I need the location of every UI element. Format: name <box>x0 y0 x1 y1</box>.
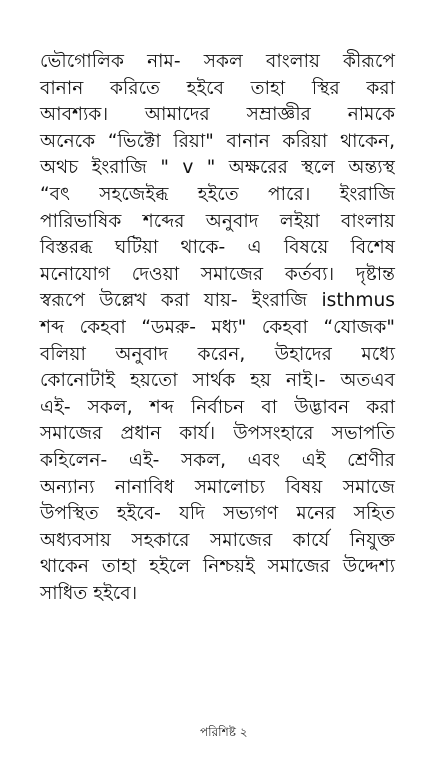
text-line: এই- সকল, শব্দ নির্বাচন বা উদ্ভাবন করা <box>40 396 395 418</box>
text-line: সমাজের প্রধান কার্য। উপসংহারে সভাপতি <box>40 423 395 445</box>
text-line: বানান করিতে হইবে তাহা স্থির করা <box>40 77 395 99</box>
body-text <box>40 49 395 607</box>
text-line: অন্যান্য নানাবিধ সমালোচ্য বিষয় সমাজে <box>40 476 395 498</box>
text-line: অথচ ইংরাজি " v " অক্ষরের স্থলে অন্ত্যস্থ <box>40 157 395 179</box>
text-line: থাকেন তাহা হইলে নিশ্চয়ই সমাজের উদ্দেশ্য <box>40 556 395 578</box>
text-line: অধ্যবসায় সহকারে সমাজের কার্যে নিযুক্ত <box>40 529 395 551</box>
text-line: উপস্থিত হইবে- যদি সভ্যগণ মনের সহিত <box>40 503 395 525</box>
text-line: অনেকে “ভিক্টো রিয়া" বানান করিয়া থাকেন, <box>40 130 395 152</box>
text-line: বলিয়া অনুবাদ করেন, উহাদের মধ্যে <box>40 343 395 365</box>
text-line: শব্দ কেহবা “ডমরু- মধ্য" কেহবা “যোজক" <box>40 316 395 338</box>
text-line: কোনোটাই হয়তো সার্থক হয় নাই।- অতএব <box>40 370 395 392</box>
text-line: বিস্তরব্ধ ঘটিয়া থাকে- এ বিষয়ে বিশেষ <box>40 237 395 259</box>
page-footer: পরিশিষ্ট ২ <box>200 725 248 739</box>
text-line: “বৎ সহজেইব্ধ হইতে পারে। ইংরাজি <box>40 183 395 205</box>
text-line: সাধিত হইবে। <box>40 582 138 604</box>
text-line: আবশ্যক। আমাদের সম্রাজ্ঞীর নামকে <box>40 104 395 126</box>
text-line: ভৌগোলিক নাম- সকল বাংলায় কীরূপে <box>40 51 395 72</box>
text-line: কহিলেন- এই- সকল, এবং এই শ্রেণীর <box>40 449 395 471</box>
text-line: পারিভাষিক শব্দের অনুবাদ লইয়া বাংলায় <box>40 210 395 232</box>
text-line: মনোযোগ দেওয়া সমাজের কর্তব্য। দৃষ্টান্ত <box>40 263 395 285</box>
text-line: স্বরূপে উল্লেখ করা যায়- ইংরাজি isthmus <box>40 290 395 312</box>
